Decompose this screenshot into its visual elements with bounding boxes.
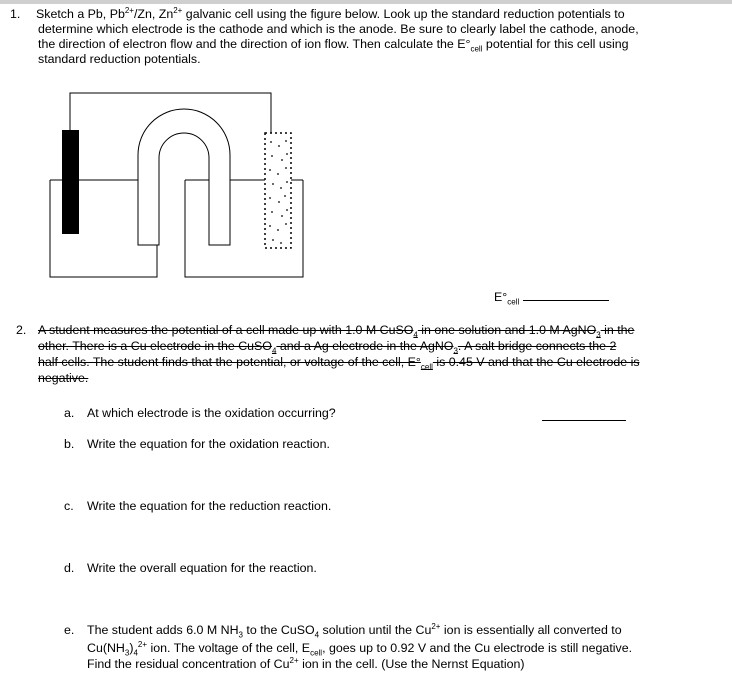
question-2d-letter: d. [64,561,75,575]
question-2a-answer-blank[interactable] [542,406,626,421]
question-2e-line-1: The student adds 6.0 M $NH_3$ to the CuSO$_4$ solution until the $Cu^{2+}$ ion is essentially all converted to [87,621,622,640]
question-2e-letter: e. [64,623,75,637]
question-2-line-4: negative. [38,371,89,385]
question-2-line-3: half cells. The student finds that the potential, or voltage of the cell, $E^\circ_{cell}$ is 0.45 V and that the Cu electrode is [38,355,640,372]
question-2e-line-2: $Cu(NH_3)_4^{2+}$ ion. The voltage of the cell, $E_{cell}$, goes up to 0.92 V and the Cu electrode is still negative. [87,639,633,658]
question-2a-letter: a. [64,406,75,420]
question-2e-line-3: Find the residual concentration of $Cu^{2+}$ ion in the cell. (Use the Nernst Equation) [87,655,525,671]
question-2-line-2: other. There is a Cu electrode in the CuSO$_4$ and a Ag electrode in the AgNO$_3$. A salt bridge connects the 2 [38,339,617,356]
question-2c-letter: c. [64,499,74,513]
question-2a-text: At which electrode is the oxidation occurring? [87,406,336,420]
question-2c-text: Write the equation for the reduction reaction. [87,499,332,513]
question-2b-letter: b. [64,437,75,451]
question-2d-text: Write the overall equation for the reaction. [87,561,317,575]
question-2-number: 2. [16,323,27,337]
question-2b-text: Write the equation for the oxidation reaction. [87,437,330,451]
question-1-line-2: determine which electrode is the cathode and which is the anode. Be sure to clearly label the cathode, anode, [38,22,639,36]
ecell-answer-line: $E^\circ_{cell}$ [494,290,609,305]
question-1-line-4: standard reduction potentials. [38,52,201,66]
ecell-blank[interactable] [523,300,609,301]
question-1-line-3: the direction of electron flow and the direction of ion flow. Then calculate the $E^\circ_{cell}$ potential for this cell using [38,37,629,54]
question-2-line-1: A student measures the potential of a cell made up with 1.0 M CuSO$_4$ in one solution and 1.0 M AgNO$_3$ in the [38,323,635,340]
question-1-line-1: Sketch a Pb, $Pb^{2+}/Zn$, $Zn^{2+}$ galvanic cell using the figure below. Look up the standard reduction potentials to [36,5,625,21]
salt-bridge [138,109,230,245]
question-1-number: 1. [10,7,21,21]
left-electrode [62,130,79,234]
